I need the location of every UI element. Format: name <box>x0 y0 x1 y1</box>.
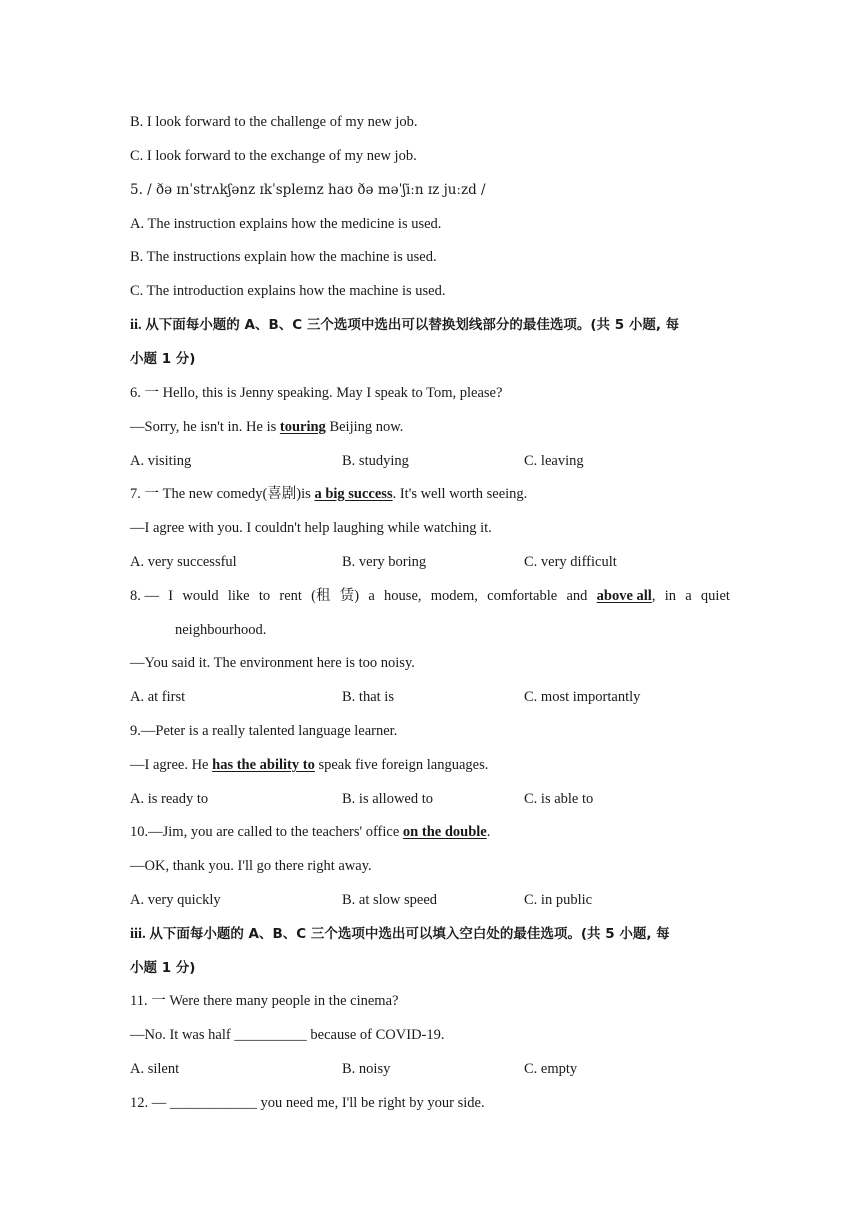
q9-reply-pre: —I agree. He <box>130 757 213 773</box>
section-ii-heading-cont <box>130 349 195 369</box>
section-iii-prefix: iii. <box>130 926 150 942</box>
section-iii-instruction-cont: 小题 1 分) <box>130 960 196 976</box>
q8-word: quiet <box>700 588 730 604</box>
q10-reply: —OK, thank you. I'll go there right away. <box>130 858 372 874</box>
q8-word: I <box>168 588 174 604</box>
q6-option-b: B. studying <box>342 453 409 469</box>
q5-stem: 5. / ðə ɪnˈstrʌkʃənz ɪkˈspleɪnz haʊ ðə məˈʃiːn ɪz juːzd / <box>130 182 486 198</box>
q7-reply: —I agree with you. I couldn't help laughing while watching it. <box>130 520 492 536</box>
section-iii-heading-cont <box>130 958 195 978</box>
q5-option-c: C. The introduction explains how the machine is used. <box>130 283 446 299</box>
q8-word: in <box>664 588 676 604</box>
q10-stem <box>130 822 490 842</box>
section-iii-instruction: 从下面每小题的 A、B、C 三个选项中选出可以填入空白处的最佳选项。(共 5 小题, 每 <box>149 926 670 942</box>
q7-stem-pre: 7. 一 The new comedy(喜剧)is <box>130 486 315 502</box>
q8-stem <box>130 586 730 606</box>
q11-option-a: A. silent <box>130 1061 180 1077</box>
q9-option-b: B. is allowed to <box>342 791 434 807</box>
q8-stem-cont: neighbourhood. <box>175 622 267 638</box>
q9-reply-post: speak five foreign languages. <box>314 757 489 773</box>
q6-reply <box>130 417 403 437</box>
q8-word: a <box>685 588 692 604</box>
q8-word: to <box>258 588 271 604</box>
section-ii-prefix: ii. <box>130 317 146 333</box>
q8-option-b: B. that is <box>342 689 394 705</box>
q11-option-c: C. empty <box>524 1061 578 1077</box>
q7-option-b: B. very boring <box>342 554 427 570</box>
section-ii-instruction-cont: 小题 1 分) <box>130 351 196 367</box>
q10-underlined: on the double <box>402 824 487 840</box>
q5-option-a: A. The instruction explains how the medicine is used. <box>130 216 442 232</box>
q9-underlined: has the ability to <box>212 757 315 773</box>
q8-word: comfortable <box>487 588 558 604</box>
q6-reply-pre: —Sorry, he isn't in. He is <box>130 419 280 435</box>
q8-word: rent <box>279 588 302 604</box>
q5-option-b: B. The instructions explain how the machine is used. <box>130 249 437 265</box>
q11-reply: —No. It was half __________ because of COVID-19. <box>130 1027 445 1043</box>
q7-option-c: C. very difficult <box>524 554 617 570</box>
q6-option-c: C. leaving <box>524 453 584 469</box>
q11-option-b: B. noisy <box>342 1061 391 1077</box>
q10-stem-post: . <box>486 824 491 840</box>
q8-word: 8. — <box>130 588 159 604</box>
q6-reply-post: Beijing now. <box>325 419 404 435</box>
q8-word: , <box>651 588 656 604</box>
section-ii-instruction: 从下面每小题的 A、B、C 三个选项中选出可以替换划线部分的最佳选项。(共 5 小题, 每 <box>145 317 680 333</box>
q12-stem: 12. — ____________ you need me, I'll be right by your side. <box>130 1095 485 1111</box>
section-ii-heading <box>130 315 679 335</box>
q6-underlined: touring <box>279 419 326 435</box>
q10-option-a: A. very quickly <box>130 892 221 908</box>
q7-underlined: a big success <box>314 486 393 502</box>
q7-stem <box>130 484 527 504</box>
q9-reply <box>130 755 488 775</box>
q8-word: and <box>566 588 588 604</box>
q8-word: (租 <box>311 588 331 604</box>
q8-option-a: A. at first <box>130 689 186 705</box>
q8-option-c: C. most importantly <box>524 689 641 705</box>
q8-word: house, <box>384 588 422 604</box>
q10-stem-pre: 10.—Jim, you are called to the teachers' office <box>130 824 403 840</box>
q9-option-c: C. is able to <box>524 791 594 807</box>
q7-stem-post: . It's well worth seeing. <box>392 486 528 502</box>
q6-option-a: A. visiting <box>130 453 192 469</box>
q4-option-c: C. I look forward to the exchange of my new job. <box>130 148 417 164</box>
section-iii-heading <box>130 924 670 944</box>
q8-reply: —You said it. The environment here is too noisy. <box>130 655 415 671</box>
q10-option-c: C. in public <box>524 892 593 908</box>
q9-option-a: A. is ready to <box>130 791 209 807</box>
q8-word: like <box>227 588 250 604</box>
q8-word: a <box>368 588 375 604</box>
q6-stem: 6. 一 Hello, this is Jenny speaking. May I speak to Tom, please? <box>130 385 503 401</box>
q8-underlined: above all <box>596 588 652 604</box>
q7-option-a: A. very successful <box>130 554 237 570</box>
q9-stem: 9.—Peter is a really talented language learner. <box>130 723 398 739</box>
q8-word: would <box>182 588 219 604</box>
q4-option-b: B. I look forward to the challenge of my new job. <box>130 114 418 130</box>
q11-stem: 11. 一 Were there many people in the cinema? <box>130 993 399 1009</box>
q8-word: modem, <box>430 588 478 604</box>
q10-option-b: B. at slow speed <box>342 892 438 908</box>
q8-word: 赁) <box>339 588 360 604</box>
